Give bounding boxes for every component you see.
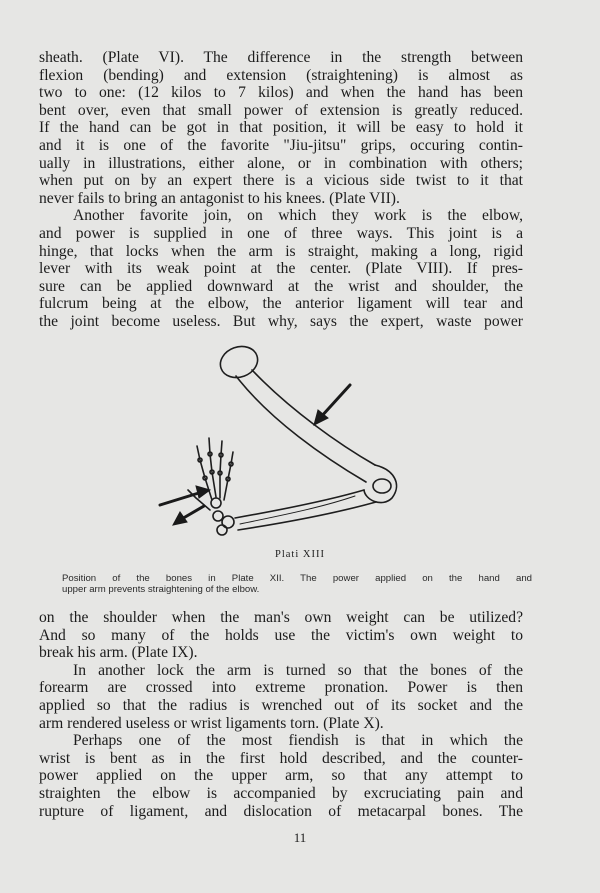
text-line: In another lock the arm is turned so that the bones of the xyxy=(73,661,523,679)
text-line: when put on by an expert there is a vicious side twist to it that xyxy=(39,172,523,190)
text-line: applied so that the radius is wrenched out of its socket and the xyxy=(39,696,523,714)
text-line: straighten the elbow is accompanied by excruciating pain and xyxy=(39,784,523,802)
text-line: sheath. (Plate VI). The difference in the strength between xyxy=(39,49,523,66)
arm-bones-illustration xyxy=(150,340,430,545)
text-line: power applied on the upper arm, so that any attempt to xyxy=(39,767,523,785)
body-text-top xyxy=(39,49,523,331)
text-line: wrist is bent as in the first hold described, and the counter- xyxy=(39,749,523,767)
text-line: sure can be applied downward at the wrist and shoulder, the xyxy=(39,277,523,295)
body-text-bottom xyxy=(39,609,523,820)
forearm-bones xyxy=(235,490,364,518)
text-line: break his arm. (Plate IX). xyxy=(39,644,198,662)
text-line: arm rendered useless or wrist ligaments torn. (Plate X). xyxy=(39,714,384,732)
text-line: two to one: (12 kilos to 7 kilos) and when the hand has been xyxy=(39,84,523,102)
text-line: the joint become useless. But why, says the expert, waste power xyxy=(39,312,523,330)
text-line: and it is one of the favorite "Jiu-jitsu" grips, occuring contin- xyxy=(39,136,523,154)
text-line: on the shoulder when the man's own weight can be utilized? xyxy=(39,609,523,626)
text-line: rupture of ligament, and dislocation of metacarpal bones. The xyxy=(39,802,523,820)
plate-title: Plati XIII xyxy=(275,549,325,560)
text-line: and power is supplied in one of three ways. This joint is a xyxy=(39,224,523,242)
text-line: fulcrum being at the elbow, the anterior ligament will tear and xyxy=(39,295,523,313)
text-line: If the hand can be got in that position, it will be easy to hold it xyxy=(39,119,523,137)
force-arrow-upper-arm xyxy=(320,385,350,418)
text-line: forearm are crossed into extreme pronation. Power is then xyxy=(39,679,523,697)
text-line: hinge, that locks when the arm is straight, making a long, rigid xyxy=(39,242,523,260)
elbow-joint xyxy=(364,465,397,503)
caption-line: upper arm prevents straightening of the elbow. xyxy=(62,584,260,595)
text-line: ually in illustrations, either alone, or in combination with others; xyxy=(39,154,523,172)
humerus-head xyxy=(216,341,262,382)
text-line: And so many of the holds use the victim's own weight to xyxy=(39,626,523,644)
text-line: lever with its weak point at the center. (Plate VIII). If pres- xyxy=(39,260,523,278)
humerus-bone xyxy=(252,370,375,465)
text-line: Another favorite join, on which they work is the elbow, xyxy=(73,207,523,225)
text-line: Perhaps one of the most fiendish is that in which the xyxy=(73,732,523,750)
caption-line: Position of the bones in Plate XII. The power applied on the hand and xyxy=(62,573,532,584)
page-number: 11 xyxy=(293,830,307,845)
text-line: never fails to bring an antagonist to his knees. (Plate VII). xyxy=(39,189,400,207)
text-line: bent over, even that small power of extension is greatly reduced. xyxy=(39,101,523,119)
figure-caption xyxy=(62,573,532,595)
text-line: flexion (bending) and extension (straightening) is almost as xyxy=(39,66,523,84)
